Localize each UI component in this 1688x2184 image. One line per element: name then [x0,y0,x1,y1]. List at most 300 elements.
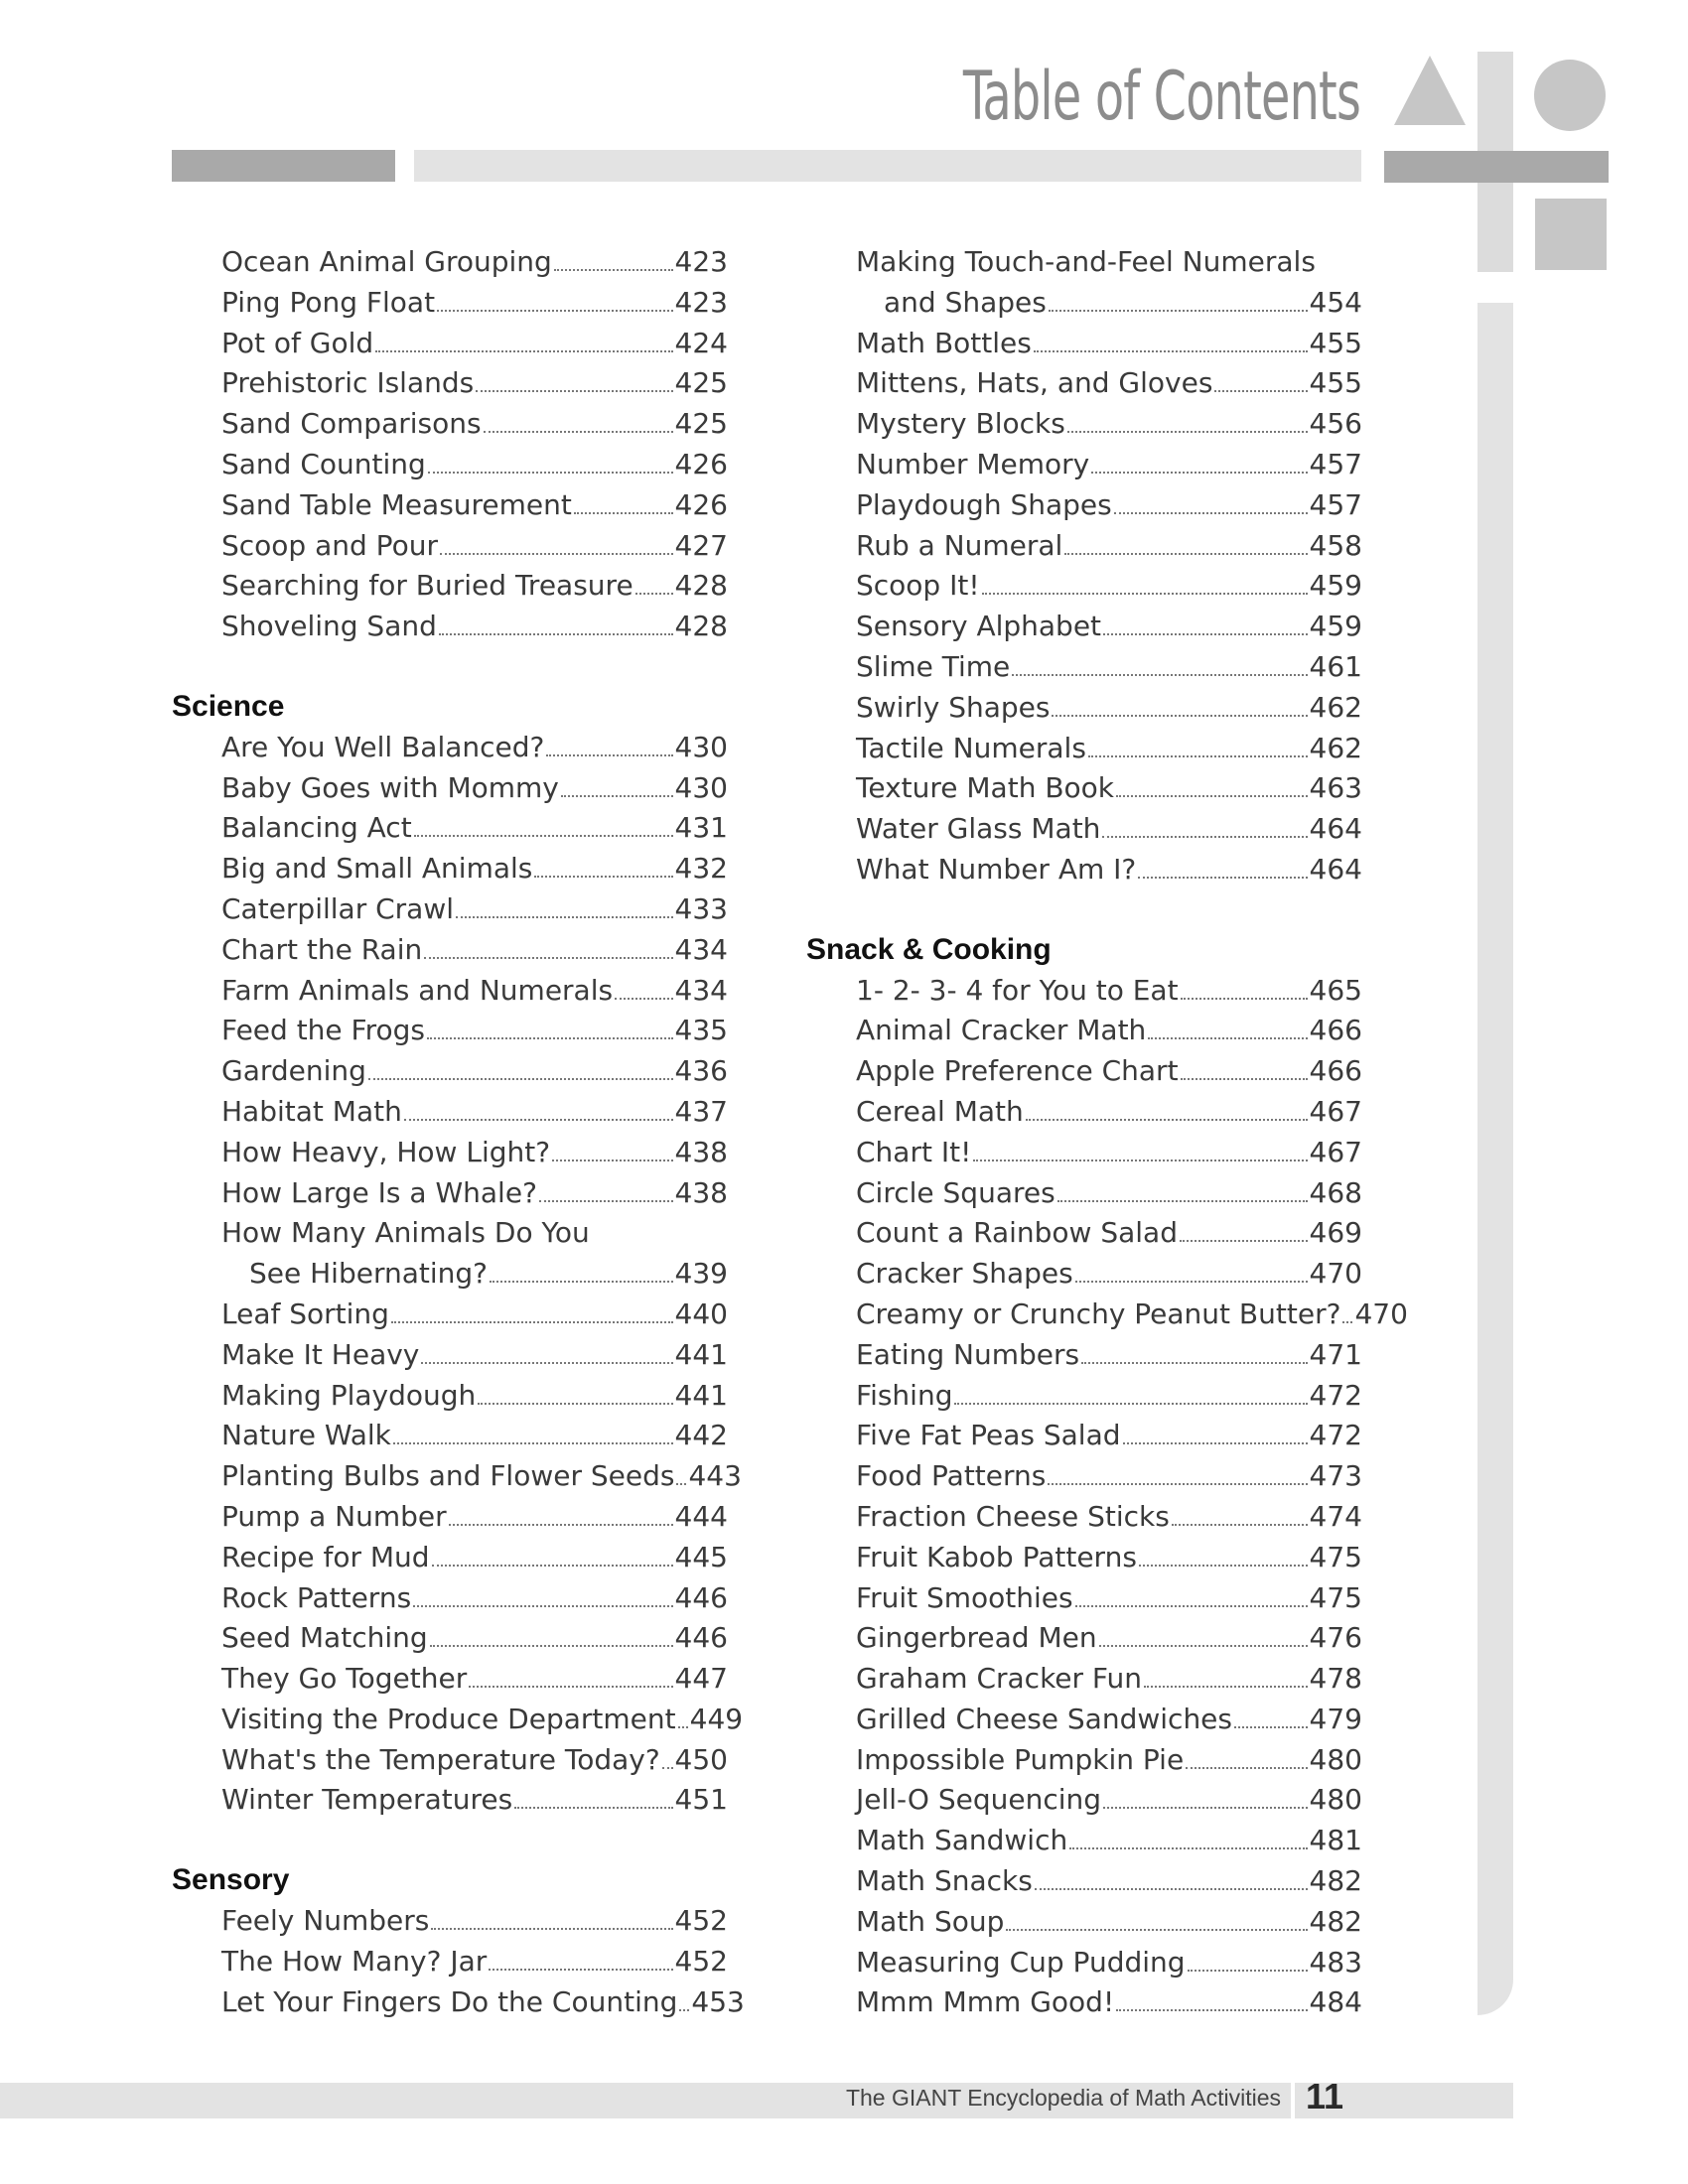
toc-entry-page: 428 [674,569,728,603]
toc-entry [172,1011,728,1051]
dot-leader [1099,1645,1308,1647]
toc-entry-page: 433 [674,891,728,925]
toc-entry [172,1376,728,1417]
toc-entry-title: Mittens, Hats, and Gloves [856,366,1213,400]
dot-leader [1052,715,1307,717]
toc-entry-title: Swirly Shapes [856,690,1051,724]
toc-entry-title: Grilled Cheese Sandwiches [856,1702,1232,1735]
toc-entry-title: Gingerbread Men [856,1621,1097,1655]
toc-entry-page: 470 [1354,1297,1408,1330]
toc-entry [172,242,728,283]
dot-leader [635,593,673,595]
toc-entry-title: How Large Is a Whale? [221,1175,537,1209]
dot-leader [393,1442,673,1444]
toc-entry-title: Searching for Buried Treasure [221,569,633,603]
dot-leader [391,1321,673,1323]
dot-leader [476,390,672,392]
toc-entry-page: 466 [1309,1014,1362,1047]
dot-leader [428,472,673,474]
toc-entry-title: Math Soup [856,1904,1005,1938]
toc-entry-page: 432 [674,852,728,886]
toc-entry-title: Chart the Rain [221,932,423,966]
toc-entry-page: 441 [674,1337,728,1371]
toc-entry-page: 452 [674,1944,728,1978]
dot-leader [1075,1605,1308,1607]
dot-leader [375,350,672,352]
toc-entry [806,647,1362,688]
toc-entry [806,1456,1362,1497]
section-heading-sensory: Sensory [172,1863,290,1897]
toc-entry-page: 459 [1309,569,1362,603]
toc-entry [806,283,1362,324]
toc-entry-page: 437 [674,1094,728,1128]
toc-entry-page: 450 [674,1742,728,1776]
toc-entry-title: Five Fat Peas Salad [856,1419,1121,1452]
toc-entry-page: 467 [1309,1094,1362,1128]
toc-entry-title: and Shapes [884,285,1047,319]
toc-entry-title: Apple Preference Chart [856,1054,1179,1088]
toc-entry [172,889,728,930]
toc-entry-page: 423 [674,245,728,278]
toc-entry-page: 427 [674,528,728,562]
toc-entry-page: 480 [1309,1742,1362,1776]
toc-entry-title: Prehistoric Islands [221,366,475,400]
toc-entry-title: Sand Comparisons [221,407,482,441]
toc-entry-page: 441 [674,1378,728,1412]
dot-leader [440,553,673,555]
toc-entry-page: 424 [674,326,728,359]
toc-entry-title: Fruit Kabob Patterns [856,1540,1137,1573]
toc-entry [172,1295,728,1335]
dot-leader [1057,1200,1308,1202]
toc-entry [172,1092,728,1133]
toc-entry-title: Fruit Smoothies [856,1580,1073,1614]
dot-leader [679,2009,689,2011]
toc-entry-title: Visiting the Produce Department [221,1702,676,1735]
toc-entry-page: 462 [1309,690,1362,724]
dot-leader [1114,512,1308,514]
dot-leader [431,1928,672,1930]
toc-entry [172,1942,728,1982]
toc-entry-page: 475 [1309,1580,1362,1614]
toc-entry-page: 480 [1309,1783,1362,1817]
toc-entry [172,768,728,809]
toc-entry-page: 455 [1309,366,1362,400]
toc-entry [806,1335,1362,1376]
dot-leader [615,998,672,1000]
footer-separator [1291,2083,1295,2118]
dot-leader [1116,2009,1307,2011]
toc-entry-page: 482 [1309,1864,1362,1898]
dot-leader [1035,1888,1308,1890]
toc-entry-title: Math Sandwich [856,1824,1068,1857]
dot-leader [1186,1767,1307,1769]
toc-entry-title: Nature Walk [221,1419,391,1452]
toc-entry-page: 425 [674,366,728,400]
toc-entry [806,1011,1362,1051]
dot-leader [1012,674,1307,676]
toc-entry [806,1578,1362,1619]
toc-entry [806,566,1362,607]
toc-entry-page: 446 [674,1621,728,1655]
toc-entry [806,1982,1362,2023]
toc-entry [172,971,728,1012]
dot-leader [1234,1726,1308,1728]
dot-leader [1006,1929,1307,1931]
toc-entry-title: 1- 2- 3- 4 for You to Eat [856,973,1179,1007]
section-heading-snack-cooking: Snack & Cooking [806,932,1052,966]
toc-entry-page: 436 [674,1054,728,1088]
toc-entry [806,324,1362,364]
toc-entry-page: 439 [674,1257,728,1291]
toc-entry-page: 483 [1309,1945,1362,1979]
dot-leader [430,1645,673,1647]
toc-entry-title: Pump a Number [221,1499,447,1533]
toc-entry-title: Feed the Frogs [221,1014,426,1047]
toc-entry-title: Are You Well Balanced? [221,730,545,763]
toc-entry-page: 446 [674,1580,728,1614]
dot-leader [1075,1281,1308,1283]
dot-leader [1180,1240,1308,1242]
dot-leader [1148,1037,1307,1039]
toc-entry-page: 431 [674,811,728,845]
toc-group-left-top [172,242,728,647]
toc-entry [806,1497,1362,1538]
toc-entry-title: Ping Pong Float [221,285,436,319]
dot-leader [489,1969,672,1971]
toc-entry-title: Graham Cracker Fun [856,1662,1142,1696]
dot-leader [1116,795,1308,797]
toc-entry-title: Balancing Act [221,811,412,845]
toc-entry-wrap-line1: Making Touch-and-Feel Numerals [856,245,1316,278]
toc-entry [172,930,728,971]
dot-leader [982,593,1308,595]
toc-group-sensory [172,1901,745,2022]
dot-leader [1088,755,1308,757]
section-heading-science: Science [172,689,285,723]
circle-shape-icon [1534,60,1606,131]
toc-entry-title: Caterpillar Crawl [221,891,455,925]
dot-leader [954,1403,1307,1405]
dot-leader [414,835,673,837]
toc-entry-page: 471 [1309,1337,1362,1371]
toc-entry-page: 434 [674,932,728,966]
toc-entry-page: 461 [1309,649,1362,683]
toc-entry-title: Jell-O Sequencing [856,1783,1102,1817]
toc-entry [172,808,728,849]
toc-entry-title: Habitat Math [221,1094,402,1128]
toc-entry-title: Let Your Fingers Do the Counting [221,1984,678,2018]
toc-entry [806,1902,1362,1943]
dot-leader [574,512,673,514]
toc-entry-title: Water Glass Math [856,812,1101,846]
toc-entry-page: 438 [674,1175,728,1209]
toc-entry [172,1456,742,1497]
toc-entry-page: 462 [1309,731,1362,764]
toc-entry-title: See Hibernating? [249,1257,489,1291]
toc-entry-page: 438 [674,1135,728,1168]
dot-leader [1144,1686,1308,1688]
dot-leader [439,633,673,635]
toc-entry-title: Count a Rainbow Salad [856,1216,1178,1250]
dot-leader [449,1524,673,1526]
toc-entry [172,1659,728,1700]
toc-entry-title: Chart It! [856,1135,972,1168]
toc-entry-page: 426 [674,447,728,480]
dot-leader [478,1403,672,1405]
toc-entry [806,1618,1362,1659]
toc-entry-page: 423 [674,285,728,319]
dot-leader [554,269,673,271]
toc-entry-title: Tactile Numerals [856,731,1086,764]
dot-leader [973,1160,1307,1161]
toc-entry [172,607,728,647]
toc-entry-page: 453 [691,1984,745,2018]
toc-entry-title: Make It Heavy [221,1337,420,1371]
toc-entry-title: Ocean Animal Grouping [221,245,552,278]
toc-entry-page: 443 [688,1459,742,1493]
toc-entry-page: 457 [1309,447,1362,480]
toc-entry [172,1982,745,2023]
dot-leader [1103,633,1308,635]
toc-entry [806,1538,1362,1578]
dot-leader [1181,998,1308,1000]
toc-entry [172,1051,728,1092]
toc-entry [806,1051,1362,1092]
toc-entry [172,1335,728,1376]
dot-leader [413,1605,672,1607]
toc-entry [172,526,728,567]
dot-leader [1026,1119,1308,1121]
page-title: Table of Contents [962,58,1360,136]
toc-entry [806,1861,1362,1902]
dot-leader [1102,836,1307,838]
toc-entry [172,283,728,324]
toc-entry-title: Recipe for Mud [221,1540,430,1573]
toc-entry [806,1092,1362,1133]
dot-leader [1034,350,1308,352]
toc-entry-title: Number Memory [856,447,1090,480]
toc-entry [806,363,1362,404]
toc-entry [172,849,728,889]
toc-entry [172,1780,728,1821]
toc-entry-page: 459 [1309,610,1362,643]
dot-leader [456,916,673,918]
toc-entry [172,485,728,526]
toc-entry-title: Mystery Blocks [856,407,1065,441]
toc-entry [172,404,728,445]
toc-entry [806,1780,1362,1821]
toc-entry-title: Creamy or Crunchy Peanut Butter? [856,1297,1341,1330]
toc-entry-title: Seed Matching [221,1621,428,1655]
toc-group-snack [806,971,1408,2024]
dot-leader [368,1078,673,1080]
toc-entry [806,1133,1362,1173]
dot-leader [421,1362,672,1364]
toc-entry-page: 451 [674,1783,728,1817]
toc-entry [806,1213,1362,1254]
toc-entry-title: Measuring Cup Pudding [856,1945,1186,1979]
dot-leader [1138,877,1307,879]
toc-entry [172,1538,728,1578]
dot-leader [1048,1483,1307,1485]
dot-leader [1103,1807,1307,1809]
toc-entry [172,1416,728,1456]
toc-entry-page: 476 [1309,1621,1362,1655]
toc-entry-page: 475 [1309,1540,1362,1573]
toc-entry-title: What's the Temperature Today? [221,1742,660,1776]
toc-entry [172,1254,728,1295]
toc-entry-title: Pot of Gold [221,326,374,359]
toc-entry [806,1943,1362,1983]
toc-entry-page: 445 [674,1540,728,1573]
toc-entry-page: 452 [674,1904,728,1938]
toc-entry-page: 435 [674,1014,728,1047]
toc-entry-title: Rub a Numeral [856,528,1063,562]
toc-entry-title: Food Patterns [856,1459,1047,1493]
dot-leader [1049,310,1308,312]
toc-entry [806,1659,1362,1700]
toc-entry [172,445,728,485]
toc-entry-page: 430 [674,730,728,763]
dot-leader [404,1119,673,1121]
toc-entry-page: 449 [689,1702,744,1735]
toc-entry-title: Mmm Mmm Good! [856,1985,1115,2019]
toc-entry [172,1578,728,1619]
dot-leader [1064,553,1307,555]
toc-entry-title: How Heavy, How Light? [221,1135,551,1168]
toc-entry-page: 474 [1309,1499,1362,1533]
toc-entry-title: Farm Animals and Numerals [221,973,614,1007]
toc-entry [806,1821,1362,1861]
dot-leader [514,1807,672,1809]
dot-leader [1123,1442,1308,1444]
toc-entry [172,1700,744,1740]
header-bar-left [172,150,395,182]
toc-entry-page: 458 [1309,528,1362,562]
toc-entry-page: 478 [1309,1662,1362,1696]
toc-entry-title: Fraction Cheese Sticks [856,1499,1170,1533]
toc-entry [806,850,1362,890]
dot-leader [1188,1970,1308,1972]
toc-entry-page: 472 [1309,1378,1362,1412]
toc-entry-title: They Go Together [221,1662,468,1696]
toc-entry-page: 463 [1309,771,1362,805]
toc-entry-title: Fishing [856,1378,953,1412]
toc-entry [172,363,728,404]
toc-entry-page: 456 [1309,407,1362,441]
toc-entry-title: Sand Table Measurement [221,487,572,521]
toc-entry-page: 447 [674,1662,728,1696]
toc-entry-title: Animal Cracker Math [856,1014,1147,1047]
toc-entry-title: Making Playdough [221,1378,477,1412]
toc-entry-title: Slime Time [856,649,1011,683]
toc-entry [806,485,1362,526]
toc-entry-title: Circle Squares [856,1175,1055,1209]
dot-leader [1172,1524,1308,1526]
toc-entry-wrap-line1: How Many Animals Do You [221,1216,590,1250]
toc-entry [172,1497,728,1538]
toc-entry-title: Big and Small Animals [221,852,533,886]
toc-entry [172,566,728,607]
toc-entry-page: 466 [1309,1054,1362,1088]
toc-entry-page: 470 [1309,1257,1362,1291]
toc-entry [806,404,1362,445]
toc-entry-page: 434 [674,973,728,1007]
header-bar-right [1384,151,1609,183]
toc-entry-title: Sand Counting [221,447,426,480]
dot-leader [534,876,672,878]
toc-entry-title: What Number Am I? [856,852,1137,886]
toc-entry-title: Math Bottles [856,326,1032,359]
toc-entry-title: Rock Patterns [221,1580,412,1614]
dot-leader [678,1726,688,1728]
dot-leader [424,957,672,959]
dot-leader [484,431,673,433]
toc-entry-page: 464 [1309,852,1362,886]
toc-entry [806,729,1362,769]
toc-entry [806,1295,1408,1335]
toc-entry [172,1740,728,1781]
toc-right-column [806,242,1408,2023]
toc-entry-title: Scoop It! [856,569,980,603]
dot-leader [490,1281,673,1283]
toc-entry-title: Feely Numbers [221,1904,430,1938]
toc-entry [806,809,1362,850]
toc-entry [172,324,728,364]
toc-entry [806,768,1362,809]
dot-leader [1069,1847,1307,1849]
toc-entry-page: 457 [1309,487,1362,521]
toc-entry-page: 481 [1309,1824,1362,1857]
dot-leader [469,1686,672,1688]
dot-leader [539,1200,673,1202]
dot-leader [662,1767,673,1769]
header-bar-middle [414,150,1361,182]
toc-entry [172,728,728,768]
dot-leader [1139,1565,1308,1567]
dot-leader [432,1565,673,1567]
toc-group-science-a [172,728,728,1214]
dot-leader [676,1483,686,1485]
toc-entry-page: 425 [674,407,728,441]
toc-entry-page: 469 [1309,1216,1362,1250]
square-shape-icon [1535,199,1607,270]
toc-entry [172,1173,728,1214]
dot-leader [1181,1078,1308,1080]
toc-entry-title: Eating Numbers [856,1337,1080,1371]
decorative-side-rail [1477,303,1513,2015]
toc-entry [806,1416,1362,1456]
dot-leader [427,1037,673,1039]
toc-entry-title: Scoop and Pour [221,528,438,562]
toc-entry-title: Sensory Alphabet [856,610,1102,643]
dot-leader [546,754,672,756]
toc-group-science-b [172,1295,744,1821]
toc-entry-page: 428 [674,610,728,643]
toc-entry [806,1740,1362,1781]
toc-entry [806,1173,1362,1214]
dot-leader [437,310,672,312]
toc-entry [806,445,1362,485]
dot-leader [1091,472,1307,474]
toc-group-right-top [806,324,1362,890]
toc-entry [806,1700,1362,1740]
toc-entry [806,1254,1362,1295]
toc-entry [172,1901,728,1942]
toc-entry [172,1133,728,1173]
toc-entry-page: 454 [1309,285,1362,319]
